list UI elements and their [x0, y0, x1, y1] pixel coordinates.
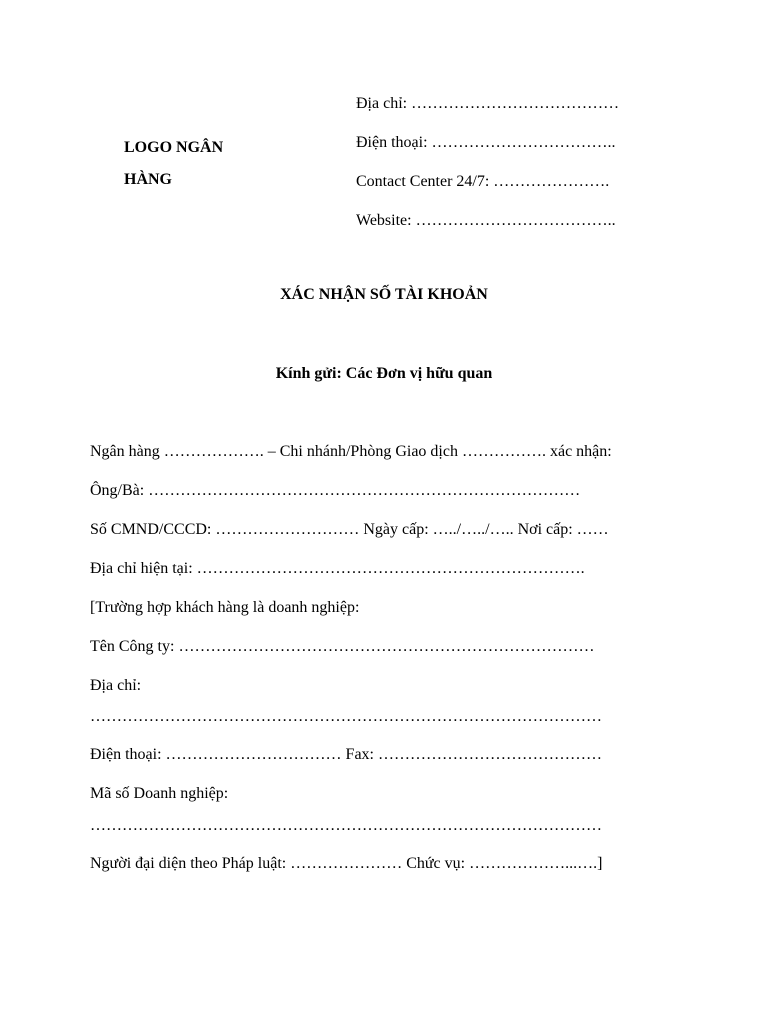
- line-current-address: Địa chỉ hiện tại: ……………………………………………………………….: [90, 560, 585, 577]
- contact-phone: Điện thoại: ……………………………..: [356, 134, 616, 151]
- form-body: [90, 441, 680, 879]
- bank-logo-placeholder: [124, 132, 284, 196]
- contact-center: Contact Center 24/7: ………………….: [356, 173, 610, 190]
- line-company-name: Tên Công ty: ……………………………………………………………………: [90, 638, 595, 655]
- logo-line-1: LOGO NGÂN: [124, 139, 224, 156]
- line-enterprise-code-dots: ……………………………………………………………………………………: [90, 817, 602, 834]
- line-id-card: Số CMND/CCCD: ……………………… Ngày cấp: …../…../….. Nơi cấp: ……: [90, 521, 609, 538]
- line-person: Ông/Bà: ………………………………………………………………………: [90, 482, 581, 499]
- document-title: XÁC NHẬN SỐ TÀI KHOẢN: [280, 286, 488, 303]
- line-phone-fax: Điện thoại: …………………………… Fax: ……………………………………: [90, 746, 602, 763]
- line-legal-representative: Người đại diện theo Pháp luật: ………………… Chức vụ: ………………...….]: [90, 855, 603, 872]
- contact-block: [356, 93, 619, 249]
- line-company-address-dots: ……………………………………………………………………………………: [90, 708, 602, 725]
- contact-address: Địa chỉ: …………………………………: [356, 95, 620, 112]
- salutation: Kính gửi: Các Đơn vị hữu quan: [275, 365, 493, 382]
- line-company-address-label: Địa chỉ:: [90, 677, 142, 694]
- line-bank-branch: Ngân hàng ………………. – Chi nhánh/Phòng Giao dịch ……………. xác nhận:: [90, 443, 612, 460]
- line-enterprise-case: [Trường hợp khách hàng là doanh nghiệp:: [90, 599, 360, 616]
- contact-website: Website: ………………………………..: [356, 212, 616, 229]
- logo-line-2: HÀNG: [124, 171, 172, 188]
- line-enterprise-code-label: Mã số Doanh nghiệp:: [90, 785, 229, 802]
